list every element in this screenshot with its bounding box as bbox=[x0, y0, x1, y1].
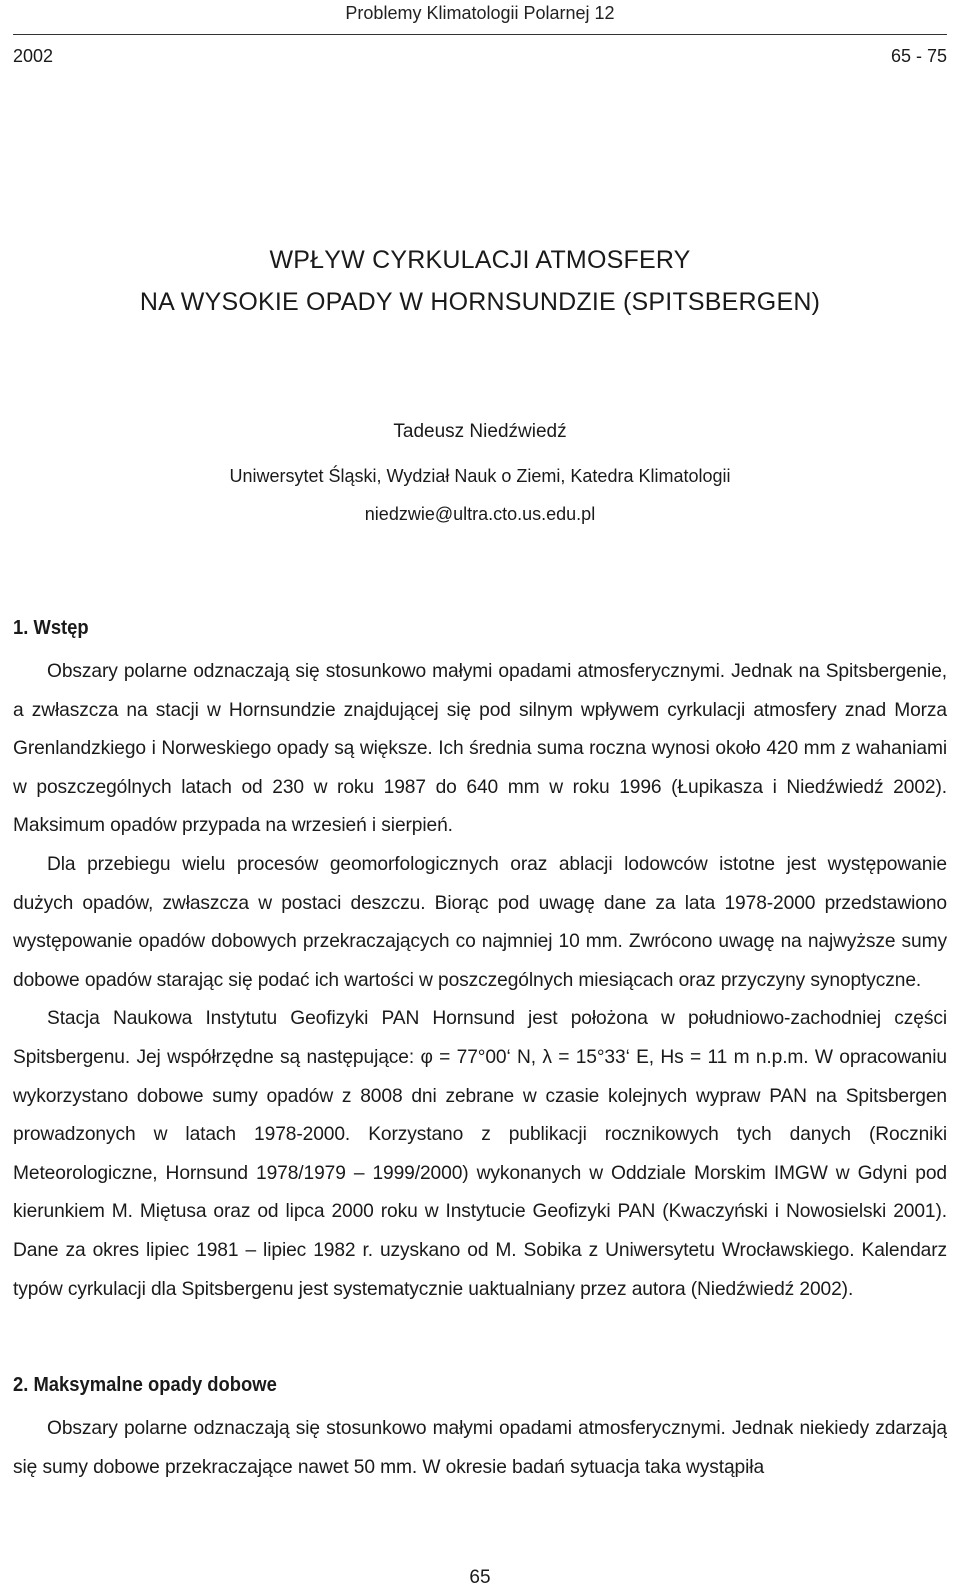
author-email: niedzwie@ultra.cto.us.edu.pl bbox=[364, 504, 596, 524]
section-body-max-daily-precipitation bbox=[13, 1410, 947, 1487]
title-line-2: NA WYSOKIE OPADY W HORNSUNDZIE (SPITSBERGEN) bbox=[139, 288, 821, 316]
journal-header: Problemy Klimatologii Polarnej 12 bbox=[345, 3, 615, 23]
paragraph: Obszary polarne odznaczają się stosunkowo małymi opadami atmosferycznymi. Jednak na Spitsbergenie, a zwłaszcza na stacji w Hornsundzie znajdującej się pod silnym wpływem cyrkulacji atmosfery znad Morza Grenlandzkiego i Norweskiego opady są większe. Ich średnia suma roczna wynosi około 420 mm z wahaniami w poszczególnych latach od 230 w roku 1987 do 640 mm w roku 1996 (Łupikasza i Niedźwiedź 2002). Maksimum opadów przypada na wrzesień i sierpień. bbox=[13, 661, 947, 837]
article-title bbox=[13, 239, 947, 323]
page-number: 65 bbox=[469, 1567, 491, 1588]
section-heading-max-daily-precipitation: 2. Maksymalne opady dobowe bbox=[13, 1374, 277, 1397]
meta-row bbox=[13, 45, 947, 67]
paragraph: Dla przebiegu wielu procesów geomorfologicznych oraz ablacji lodowców istotne jest występowanie dużych opadów, zwłaszcza w postaci deszczu. Biorąc pod uwagę dane za lata 1978-2000 przedstawiono występowanie opadów dobowych przekraczających co najmniej 10 mm. Zwrócono uwagę na najwyższe sumy dobowe opadów starając się podać ich wartości w poszczególnych miesiącach oraz przyczyny synoptyczne. bbox=[13, 853, 947, 991]
author-name: Tadeusz Niedźwiedź bbox=[393, 421, 567, 442]
header-rule bbox=[13, 34, 947, 35]
section-body-introduction bbox=[13, 653, 947, 1309]
paragraph: Stacja Naukowa Instytutu Geofizyki PAN Hornsund jest położona w południowo-zachodniej części Spitsbergenu. Jej współrzędne są następujące: φ = 77°00‘ N, λ = 15°33‘ E, Hs = 11 m n.p.m. W opracowaniu wykorzystano dobowe sumy opadów z 8008 dni zebrane w czasie kolejnych wypraw PAN na Spitsbergen prowadzonych w latach 1978-2000. Korzystano z publikacji rocznikowych tych danych (Roczniki Meteorologiczne, Hornsund 1978/1979 – 1999/2000) wykonanych w Oddziale Morskim IMGW w Gdyni pod kierunkiem M. Miętusa oraz od lipca 2000 roku w Instytucie Geofizyki PAN (Kwaczyński i Nowosielski 2001). Dane za okres lipiec 1981 – lipiec 1982 r. uzyskano od M. Sobika z Uniwersytetu Wrocławskiego. Kalendarz typów cyrkulacji dla Spitsbergenu jest systematycznie uaktualniany przez autora (Niedźwiedź 2002). bbox=[13, 1008, 947, 1300]
title-line-1: WPŁYW CYRKULACJI ATMOSFERY bbox=[269, 246, 691, 274]
publication-year: 2002 bbox=[13, 46, 54, 66]
author-affiliation: Uniwersytet Śląski, Wydział Nauk o Ziemi, Katedra Klimatologii bbox=[229, 466, 731, 486]
section-heading-introduction: 1. Wstęp bbox=[13, 617, 89, 639]
page-range: 65 - 75 bbox=[890, 46, 947, 66]
paragraph: Obszary polarne odznaczają się stosunkowo małymi opadami atmosferycznymi. Jednak niekiedy zdarzają się sumy dobowe przekraczające nawet 50 mm. W okresie badań sytuacja taka wystąpiła bbox=[13, 1418, 947, 1478]
